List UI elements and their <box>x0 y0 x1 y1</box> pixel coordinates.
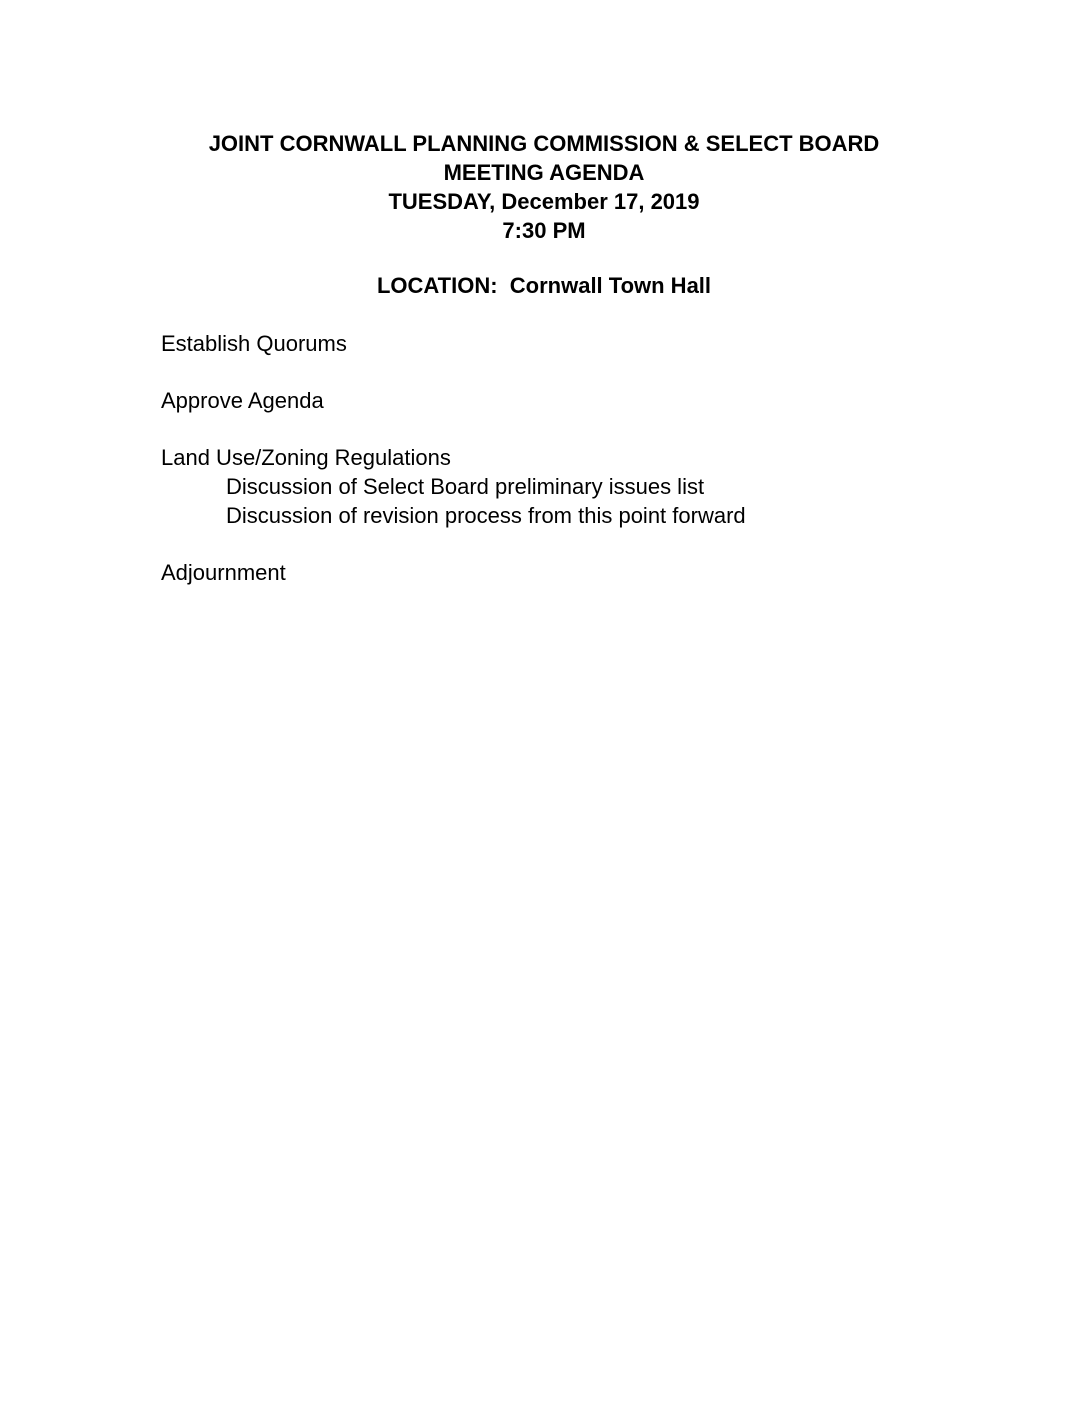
meeting-title: JOINT CORNWALL PLANNING COMMISSION & SELECT BOARD <box>208 131 880 156</box>
agenda-subitem-issues-list: Discussion of Select Board preliminary issues list <box>226 474 705 499</box>
agenda-item-land-use: Land Use/Zoning Regulations <box>161 445 451 470</box>
agenda-item-establish-quorums: Establish Quorums <box>161 331 347 356</box>
agenda-item-adjournment: Adjournment <box>161 560 286 585</box>
agenda-item-approve-agenda: Approve Agenda <box>161 388 324 413</box>
meeting-location: LOCATION: Cornwall Town Hall <box>376 273 712 298</box>
meeting-subtitle: MEETING AGENDA <box>443 160 645 185</box>
agenda-subitem-revision-process: Discussion of revision process from this point forward <box>226 503 746 528</box>
meeting-date: TUESDAY, December 17, 2019 <box>388 189 700 214</box>
meeting-header <box>0 129 1088 245</box>
meeting-time: 7:30 PM <box>502 218 586 243</box>
